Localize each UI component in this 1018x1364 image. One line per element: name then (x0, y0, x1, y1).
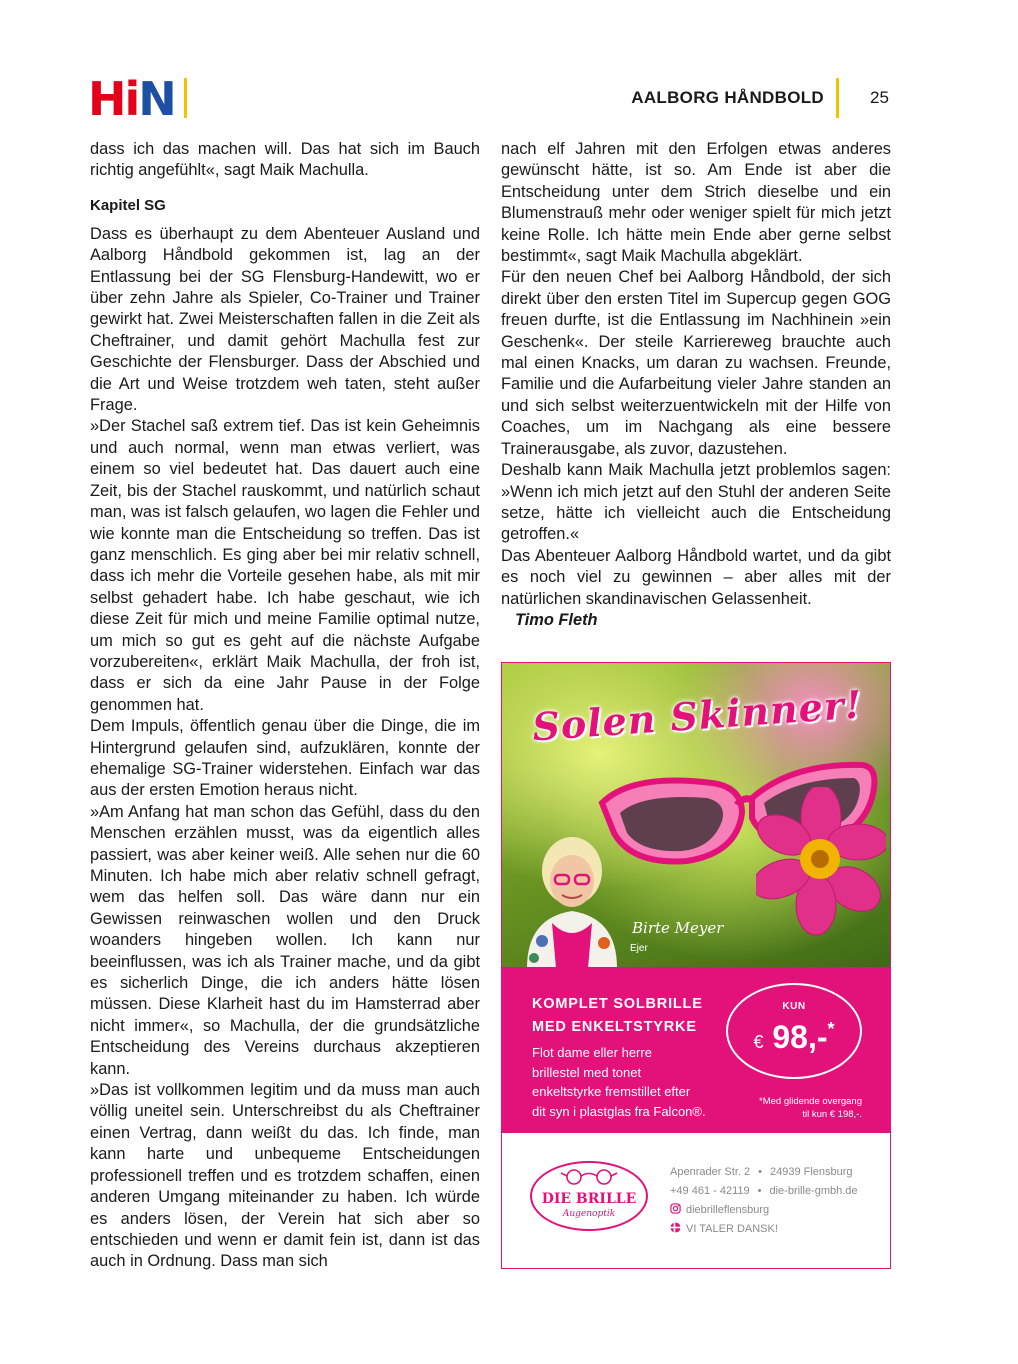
instagram-line (670, 1201, 858, 1220)
instagram-handle[interactable]: diebrilleflensburg (686, 1204, 770, 1216)
brand-name: DIE BRILLE (541, 1191, 637, 1207)
ad-photo (502, 663, 890, 967)
paragraph: Dem Impuls, öffentlich genau über die Dinge, die im Hintergrund gelaufen sind, aufzuklären, konnte der ehemalige SG-Trainer widerstehen. Einfach war das aus der ersten Emotion heraus nicht. (90, 717, 480, 800)
danish-flag-icon (670, 1222, 681, 1233)
logo-part-blue: N (138, 72, 175, 126)
language-note: VI TALER DANSK! (686, 1223, 778, 1235)
price-value (728, 1019, 860, 1056)
brand-subtitle: Augenoptik (562, 1209, 616, 1219)
person-signature: Birte Meyer (632, 919, 724, 937)
footnote-line: til kun € 198,-. (802, 1109, 862, 1120)
ad-title: Solen Skinner! (530, 681, 864, 750)
offer-headline-line: MED ENKELTSTYRKE (532, 1019, 697, 1035)
paragraph: dass ich das machen will. Das hat sich im Bauch richtig angefühlt«, sagt Maik Machulla. (90, 140, 480, 180)
section-title: AALBORG HÅNDBOLD (631, 88, 824, 107)
price-asterisk: * (827, 1019, 835, 1039)
currency-symbol: € (753, 1032, 764, 1052)
subheading: Kapitel SG (90, 196, 166, 214)
phone-number: +49 461 - 42119 (670, 1185, 750, 1197)
article-column-left (90, 139, 480, 1273)
website-link[interactable]: die-brille-gmbh.de (769, 1185, 858, 1197)
paragraph: Dass es überhaupt zu dem Abenteuer Ausland und Aalborg Håndbold gekommen ist, lag an der Entlassung bei der SG Flensburg-Handewitt, wo er über zehn Jahre als Spieler, Co-Trainer und Trainer gewirkt hat. Zwei Meisterschaften fallen in die Zeit als Cheftrainer, und damit gehört Machulla fest zur Geschichte der Flensburger. Dass der Abschied und die Art und Weise trotzdem weh taten, steht außer Frage. (90, 224, 480, 415)
ad-contact-panel (502, 1133, 890, 1268)
person-photo (522, 823, 622, 967)
address-line: Apenrader Str. 2 • 24939 Flensburg (670, 1166, 853, 1178)
paragraph: »Das ist vollkommen legitim und da muss man auch völlig uneitel sein. Unterschreibst du als Cheftrainer einen Vertrag, dann weißt du das. Ich finde, man kann harte und unbequeme Entscheidungen professionell treffen und es trotzdem schaffen, einen anderen Umgang miteinander zu haben. Ich würde es anders lösen, der Verein hat sich aber so entschieden und wenn er damit fein ist, dann ist das auch in Ordnung. Dass man sich (90, 1081, 480, 1271)
glasses-icon (560, 1167, 618, 1185)
article-column-right (501, 139, 891, 631)
page-number: 25 (870, 88, 889, 107)
footnote-line: *Med glidende overgang (759, 1096, 862, 1107)
phone-web-line: +49 461 - 42119 • die-brille-gmbh.de (670, 1185, 858, 1197)
offer-body-line: brillestel med tonet (532, 1064, 642, 1080)
brand-logo (530, 1161, 648, 1231)
ad-offer-panel (502, 967, 890, 1133)
flower-illustration (756, 787, 886, 937)
language-line (670, 1220, 858, 1239)
offer-body-line: Flot dame eller herre (532, 1045, 652, 1060)
paragraph: Deshalb kann Maik Machulla jetzt problemlos sagen: »Wenn ich mich jetzt auf den Stuhl der anderen Seite setze, hätte ich vielleicht auch die Entscheidung getroffen.« (501, 461, 891, 544)
offer-body-line: enkeltstyrke fremstillet efter (532, 1084, 691, 1099)
offer-headline-line: KOMPLET SOLBRILLE (532, 996, 703, 1012)
price-badge (726, 983, 862, 1079)
person-role: Ejer (630, 943, 648, 954)
advertisement (501, 662, 891, 1269)
paragraph: »Der Stachel saß extrem tief. Das ist kein Geheimnis und auch normal, wenn man etwas verliert, was einem so viel bedeutet hat. Das dauert auch eine Zeit, bis der Stachel rauskommt, und natürlich schaut man, was ist falsch gelaufen, wo lagen die Fehler und wie konnte man die Entscheidung so treffen. Das ist ganz menschlich. Es ging aber bei mir relativ schnell, dass ich mehr die Vorteile gesehen habe, als mit mir selbst gehadert habe. Ich habe geschaut, wie ich diese Zeit für mich und meine Familie optimal nutze, um mich so gut es geht auf die nächste Aufgabe vorzubereiten«, erklärt Maik Machulla, der froh ist, dass er sich da eine Jahr Pause in der Folge genommen hat. (90, 417, 480, 714)
city: 24939 Flensburg (769, 1166, 853, 1178)
logo-divider (184, 78, 187, 118)
header-divider (836, 78, 839, 118)
instagram-icon (670, 1203, 681, 1214)
price-amount: 98,- (772, 1019, 828, 1055)
paragraph: »Am Anfang hat man schon das Gefühl, dass du den Menschen erzählen musst, was da eigentlich alles passiert, was aber keiner weiß. Alle sehen nur die 60 Minuten. Ich habe mich aber relativ schnell gefragt, wem das helfen soll. Das wäre dann nur ein Gewissen reinwaschen wollen und den Druck woanders hingeben wollen. Ich kann nur beeinflussen, was ich als Trainer mache, und da gibt es sicherlich Dinge, die ich anders hätte lösen müssen. Diese Klarheit hast du im Hamsterrad aber nicht immer«, so Machulla, der die grundsätzliche Entscheidung des Vereins durchaus akzeptieren kann. (90, 802, 480, 1078)
price-footnote (759, 1095, 862, 1121)
paragraph: nach elf Jahren mit den Erfolgen etwas anderes gewünscht hätte, ist so. Am Ende ist aber die Entscheidung unter dem Strich dieselbe und ein Blumenstrauß mehr oder weniger spielt für mich jetzt keine Rolle. Ich hätte mein Ende aber gerne selbst bestimmt«, sagt Maik Machulla abgeklärt. (501, 140, 891, 266)
offer-body-line: dit syn i plastglas fra Falcon®. (532, 1103, 706, 1119)
offer-body (532, 1043, 706, 1121)
price-prefix: KUN (782, 1001, 806, 1012)
logo-part-red: Hi (88, 72, 139, 126)
offer-headline (532, 993, 703, 1039)
paragraph: Das Abenteuer Aalborg Håndbold wartet, und da gibt es noch viel zu gewinnen – aber alles mit der natürlichen skandinavischen Gelassenheit. (501, 546, 891, 608)
address: Apenrader Str. 2 (670, 1166, 751, 1178)
paragraph: Für den neuen Chef bei Aalborg Håndbold, der sich direkt über den ersten Titel im Supercup gegen GOG freuen durfte, ist die Entlassung im Nachhinein »ein Geschenk«. Der steile Karriereweg brauchte auch mal einen Knacks, um daran zu wachsen. Freunde, Familie und die Aufarbeitung vieler Jahre standen an und sich selbst weiterzuentwickeln mit der Hilfe von Coaches, um im Nachgang als eine bessere Trainerausgabe, als zuvor, dazustehen. (501, 268, 891, 458)
author-name: Timo Fleth (515, 610, 598, 629)
contact-info (670, 1163, 858, 1239)
magazine-logo (88, 72, 175, 126)
